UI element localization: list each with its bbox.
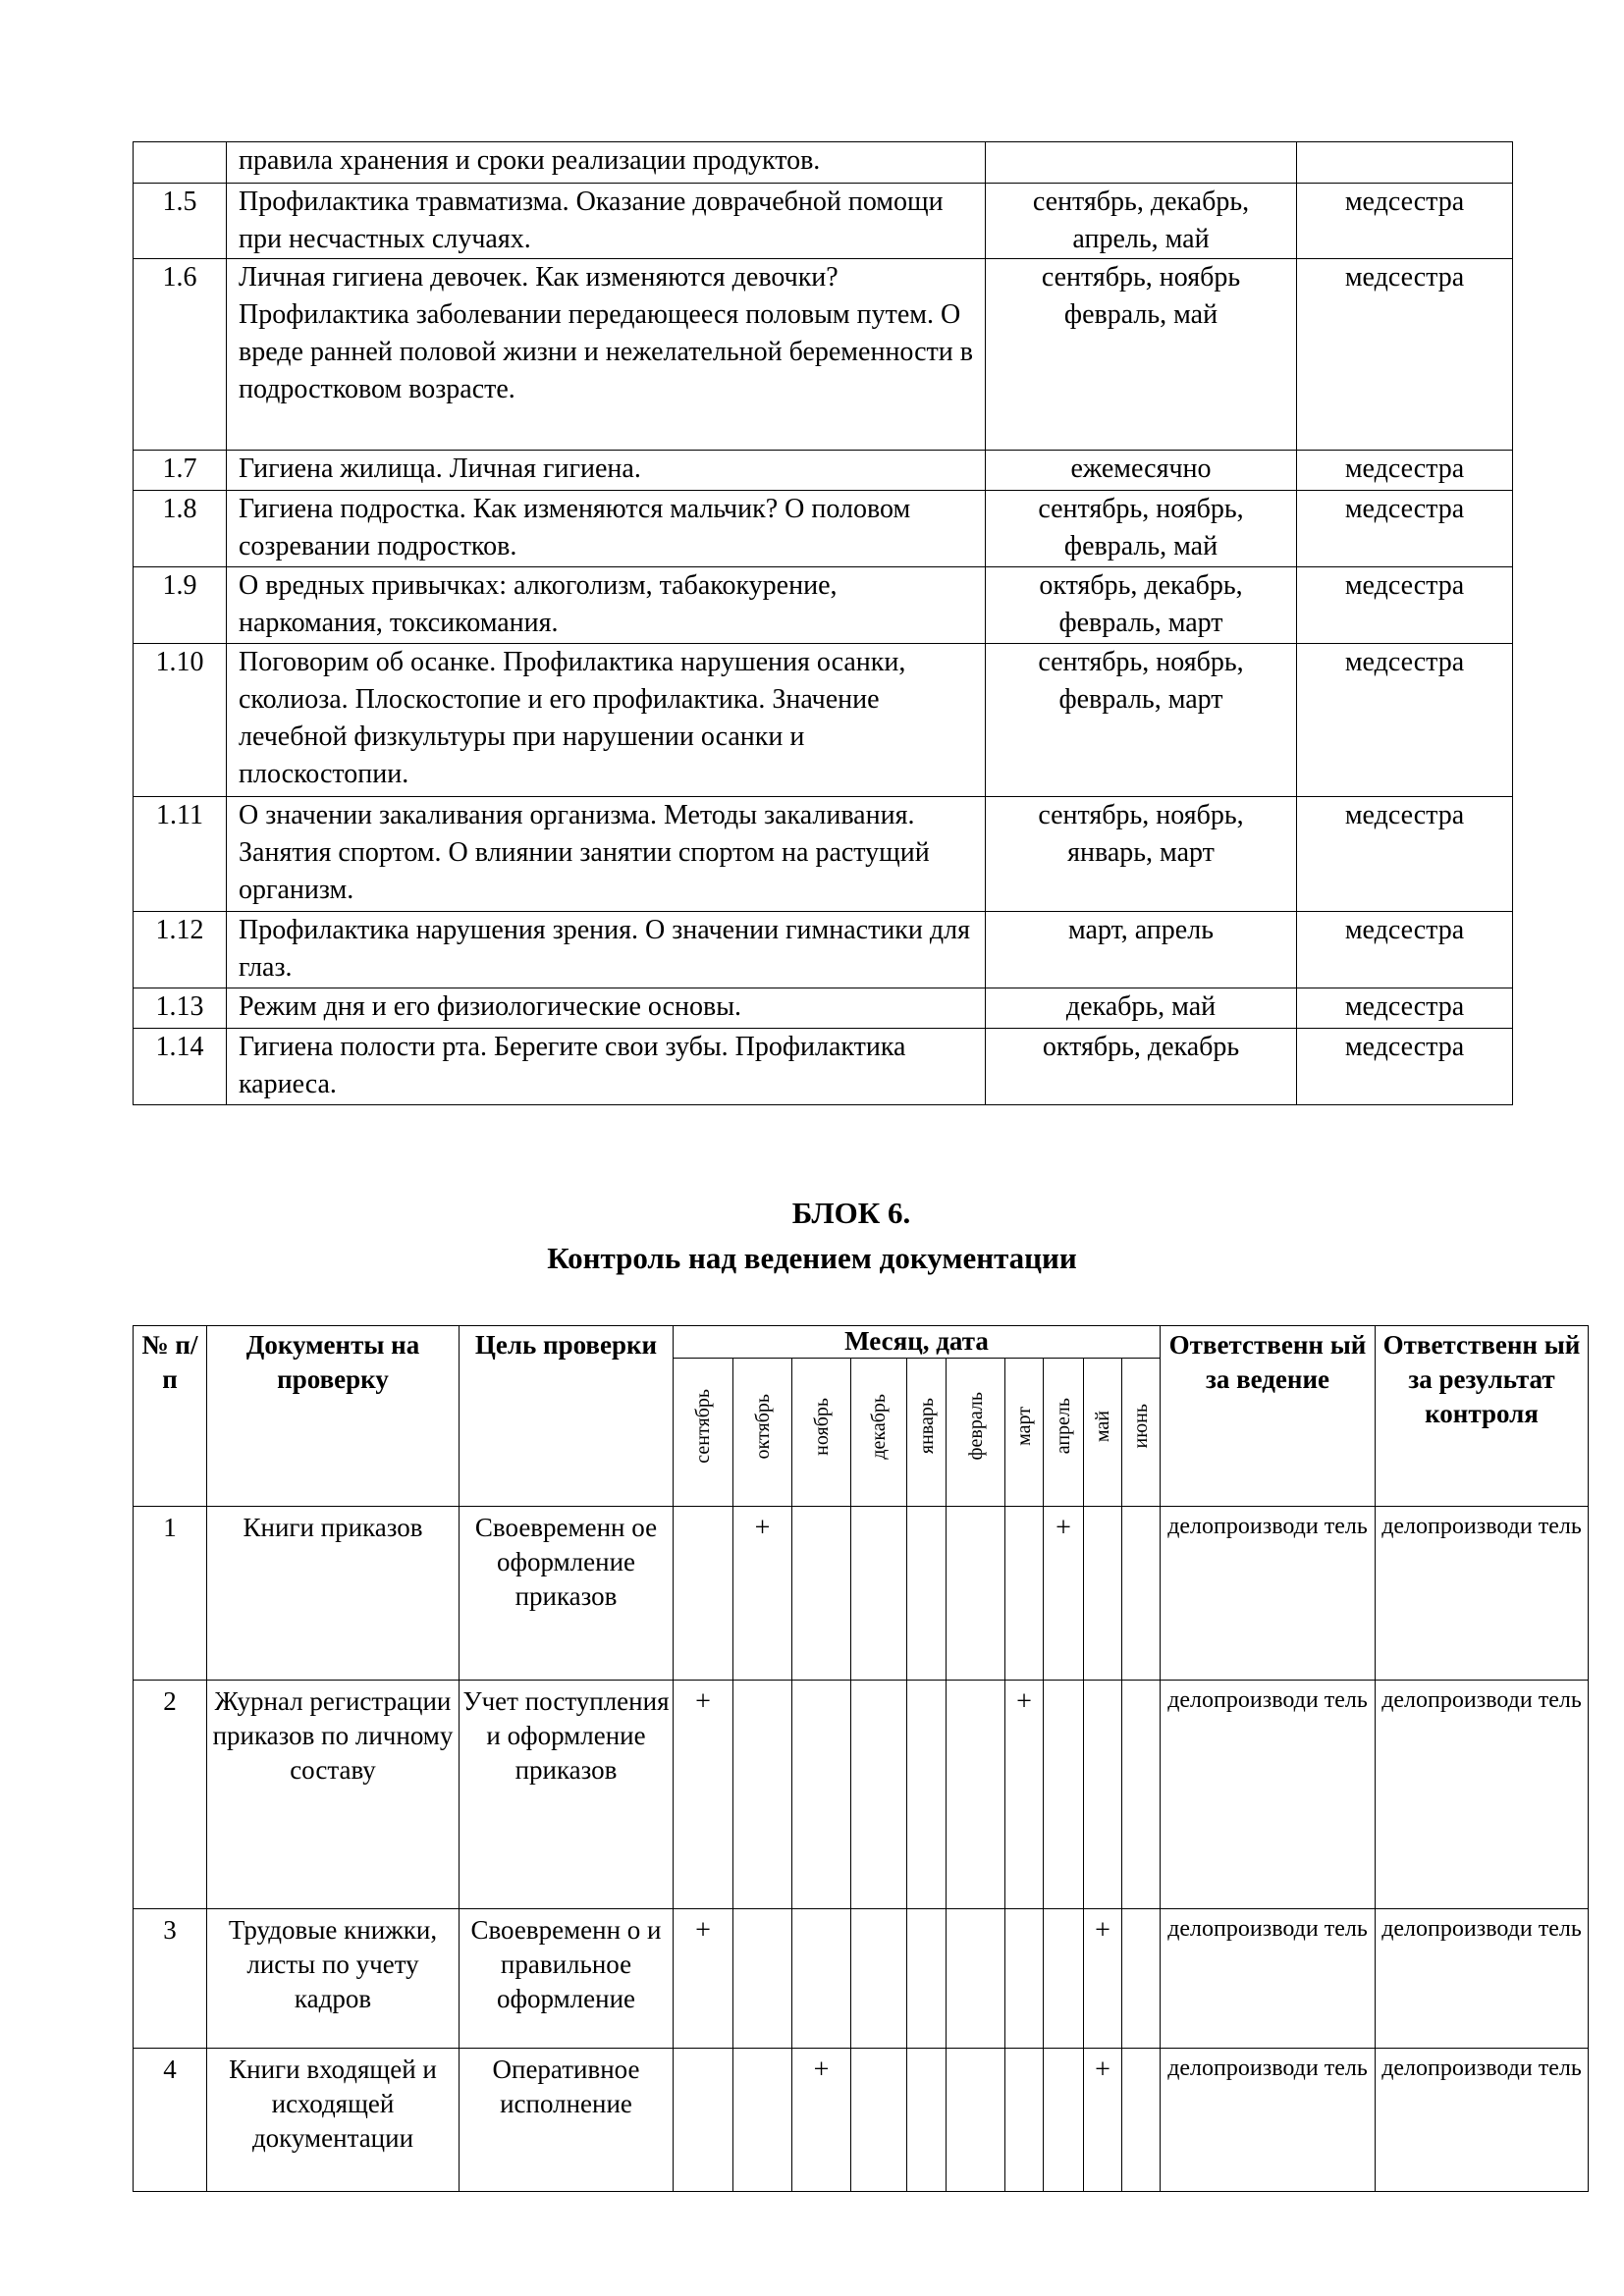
table-row [134, 1029, 1513, 1105]
month-mark-cell: + [674, 1909, 733, 2049]
month-mark-cell [907, 1681, 947, 1909]
month-header [1084, 1359, 1122, 1507]
month-header [1044, 1359, 1084, 1507]
document-cell: Журнал регистрации приказов по личному составу [207, 1681, 460, 1909]
month-mark-cell: + [1005, 1681, 1044, 1909]
table-row [134, 644, 1513, 797]
table-row [134, 1507, 1589, 1681]
table-row [134, 797, 1513, 912]
month-mark-cell [947, 2049, 1005, 2192]
month-mark-cell [792, 1681, 851, 1909]
month-mark-cell: + [792, 2049, 851, 2192]
row-number: 3 [134, 1909, 207, 2049]
month-header [674, 1359, 733, 1507]
month-label: декабрь [868, 1393, 890, 1460]
topic-cell: Гигиена полости рта. Берегите свои зубы. Профилактика кариеса. [227, 1029, 986, 1105]
month-label: ноябрь [810, 1397, 833, 1456]
responsible-keeping-cell: делопроизводи тель [1161, 1507, 1376, 1681]
goal-cell: Своевременн о и правильное оформление [460, 1909, 674, 2049]
month-mark-cell [947, 1909, 1005, 2049]
month-mark-cell: + [1044, 1507, 1084, 1681]
table-row [134, 567, 1513, 644]
responsible-cell: медсестра [1297, 644, 1513, 797]
responsible-cell: медсестра [1297, 567, 1513, 644]
responsible-cell: медсестра [1297, 797, 1513, 912]
header-num: № п/п [134, 1326, 207, 1507]
month-mark-cell [851, 1507, 907, 1681]
topic-cell: Профилактика травматизма. Оказание доврачебной помощи при несчастных случаях. [227, 184, 986, 259]
table-row [134, 912, 1513, 988]
responsible-cell: медсестра [1297, 184, 1513, 259]
goal-cell: Учет поступления и оформление приказов [460, 1681, 674, 1909]
month-mark-cell [1122, 1681, 1161, 1909]
month-mark-cell: + [733, 1507, 792, 1681]
month-mark-cell: + [1084, 2049, 1122, 2192]
topic-cell: О вредных привычках: алкоголизм, табакокурение, наркомания, токсикомания. [227, 567, 986, 644]
row-number: 1.6 [134, 259, 227, 451]
responsible-result-cell: делопроизводи тель [1376, 1507, 1589, 1681]
topic-cell: О значении закаливания организма. Методы закаливания. Занятия спортом. О влиянии занятии спортом на растущий организм. [227, 797, 986, 912]
responsible-keeping-cell: делопроизводи тель [1161, 2049, 1376, 2192]
month-header [907, 1359, 947, 1507]
month-mark-cell [907, 1507, 947, 1681]
document-cell: Трудовые книжки, листы по учету кадров [207, 1909, 460, 2049]
table-row [134, 259, 1513, 451]
health-topics-table [133, 141, 1513, 1105]
month-mark-cell [907, 2049, 947, 2192]
row-number: 1.13 [134, 988, 227, 1029]
topic-cell: Поговорим об осанке. Профилактика нарушения осанки, сколиоза. Плоскостопие и его профилактика. Значение лечебной физкультуры при нарушении осанки и плоскостопии. [227, 644, 986, 797]
month-mark-cell [1044, 1681, 1084, 1909]
month-mark-cell [851, 2049, 907, 2192]
document-cell: Книги входящей и исходящей документации [207, 2049, 460, 2192]
row-number: 1.9 [134, 567, 227, 644]
month-label: июнь [1130, 1404, 1152, 1449]
block-title: БЛОК 6. [791, 1196, 911, 1230]
responsible-result-cell: делопроизводи тель [1376, 2049, 1589, 2192]
topic-cell: Личная гигиена девочек. Как изменяются девочки? Профилактика заболевании передающееся половым путем. О вреде ранней половой жизни и нежелательной беременности в подростковом возрасте. [227, 259, 986, 451]
month-header [1122, 1359, 1161, 1507]
row-number: 1.11 [134, 797, 227, 912]
month-mark-cell [1044, 2049, 1084, 2192]
topic-cell: Гигиена жилища. Личная гигиена. [227, 451, 986, 491]
row-number: 2 [134, 1681, 207, 1909]
month-mark-cell [1005, 1507, 1044, 1681]
table-row [134, 451, 1513, 491]
period-cell: октябрь, декабрь [986, 1029, 1297, 1105]
goal-cell: Оперативное исполнение [460, 2049, 674, 2192]
row-number: 1.12 [134, 912, 227, 988]
responsible-result-cell: делопроизводи тель [1376, 1681, 1589, 1909]
month-label: январь [915, 1398, 938, 1455]
document-cell: Книги приказов [207, 1507, 460, 1681]
month-mark-cell [674, 2049, 733, 2192]
month-header [1005, 1359, 1044, 1507]
row-number: 1.5 [134, 184, 227, 259]
month-mark-cell [733, 2049, 792, 2192]
month-mark-cell [1084, 1507, 1122, 1681]
header-responsible-keeping: Ответственн ый за ведение [1161, 1326, 1376, 1507]
row-number: 1.7 [134, 451, 227, 491]
month-mark-cell [1122, 1909, 1161, 2049]
topic-cell: Профилактика нарушения зрения. О значении гимнастики для глаз. [227, 912, 986, 988]
month-mark-cell [792, 1909, 851, 2049]
table-row [134, 491, 1513, 567]
topic-cell: Гигиена подростка. Как изменяются мальчик? О половом созревании подростков. [227, 491, 986, 567]
month-mark-cell: + [674, 1681, 733, 1909]
responsible-cell: медсестра [1297, 1029, 1513, 1105]
table-row [134, 2049, 1589, 2192]
documentation-control-table [133, 1325, 1589, 2192]
header-month-date: Месяц, дата [674, 1326, 1161, 1359]
period-cell: декабрь, май [986, 988, 1297, 1029]
table-row [134, 988, 1513, 1029]
period-cell: ежемесячно [986, 451, 1297, 491]
month-mark-cell [1122, 2049, 1161, 2192]
month-label: апрель [1053, 1398, 1074, 1455]
responsible-cell: медсестра [1297, 259, 1513, 451]
row-number: 1 [134, 1507, 207, 1681]
table-row [134, 1681, 1589, 1909]
responsible-keeping-cell: делопроизводи тель [1161, 1909, 1376, 2049]
month-mark-cell [674, 1507, 733, 1681]
period-cell: март, апрель [986, 912, 1297, 988]
month-label: октябрь [751, 1393, 774, 1460]
month-mark-cell [792, 1507, 851, 1681]
month-mark-cell [1005, 1909, 1044, 2049]
period-cell: сентябрь, ноябрь, февраль, май [986, 491, 1297, 567]
header-documents: Документы на проверку [207, 1326, 460, 1507]
month-mark-cell: + [1084, 1909, 1122, 2049]
period-cell: сентябрь, ноябрь, январь, март [986, 797, 1297, 912]
month-header [792, 1359, 851, 1507]
period-cell [986, 142, 1297, 184]
month-header [851, 1359, 907, 1507]
period-cell: сентябрь, декабрь, апрель, май [986, 184, 1297, 259]
row-number: 1.10 [134, 644, 227, 797]
header-responsible-result: Ответственн ый за результат контроля [1376, 1326, 1589, 1507]
responsible-cell: медсестра [1297, 988, 1513, 1029]
month-mark-cell [851, 1909, 907, 2049]
table-row [134, 1909, 1589, 2049]
period-cell: октябрь, декабрь, февраль, март [986, 567, 1297, 644]
month-mark-cell [733, 1681, 792, 1909]
month-mark-cell [1005, 2049, 1044, 2192]
block-subtitle: Контроль над ведением документации [547, 1241, 1077, 1275]
responsible-cell [1297, 142, 1513, 184]
header-goal: Цель проверки [460, 1326, 674, 1507]
row-number [134, 142, 227, 184]
month-mark-cell [851, 1681, 907, 1909]
month-label: февраль [964, 1392, 987, 1461]
responsible-result-cell: делопроизводи тель [1376, 1909, 1589, 2049]
month-mark-cell [733, 1909, 792, 2049]
table-row [134, 184, 1513, 259]
month-mark-cell [1044, 1909, 1084, 2049]
row-number: 4 [134, 2049, 207, 2192]
period-cell: сентябрь, ноябрь февраль, май [986, 259, 1297, 451]
month-mark-cell [907, 1909, 947, 2049]
month-mark-cell [947, 1507, 1005, 1681]
table-row [134, 142, 1513, 184]
month-mark-cell [947, 1681, 1005, 1909]
month-header [947, 1359, 1005, 1507]
responsible-cell: медсестра [1297, 491, 1513, 567]
month-mark-cell [1122, 1507, 1161, 1681]
month-mark-cell [1084, 1681, 1122, 1909]
month-label: март [1013, 1407, 1035, 1446]
responsible-cell: медсестра [1297, 451, 1513, 491]
goal-cell: Своевременн ое оформление приказов [460, 1507, 674, 1681]
topic-cell: правила хранения и сроки реализации продуктов. [227, 142, 986, 184]
row-number: 1.8 [134, 491, 227, 567]
responsible-cell: медсестра [1297, 912, 1513, 988]
month-header [733, 1359, 792, 1507]
period-cell: сентябрь, ноябрь, февраль, март [986, 644, 1297, 797]
month-label: май [1092, 1410, 1113, 1443]
topic-cell: Режим дня и его физиологические основы. [227, 988, 986, 1029]
responsible-keeping-cell: делопроизводи тель [1161, 1681, 1376, 1909]
month-label: сентябрь [692, 1389, 714, 1464]
row-number: 1.14 [134, 1029, 227, 1105]
